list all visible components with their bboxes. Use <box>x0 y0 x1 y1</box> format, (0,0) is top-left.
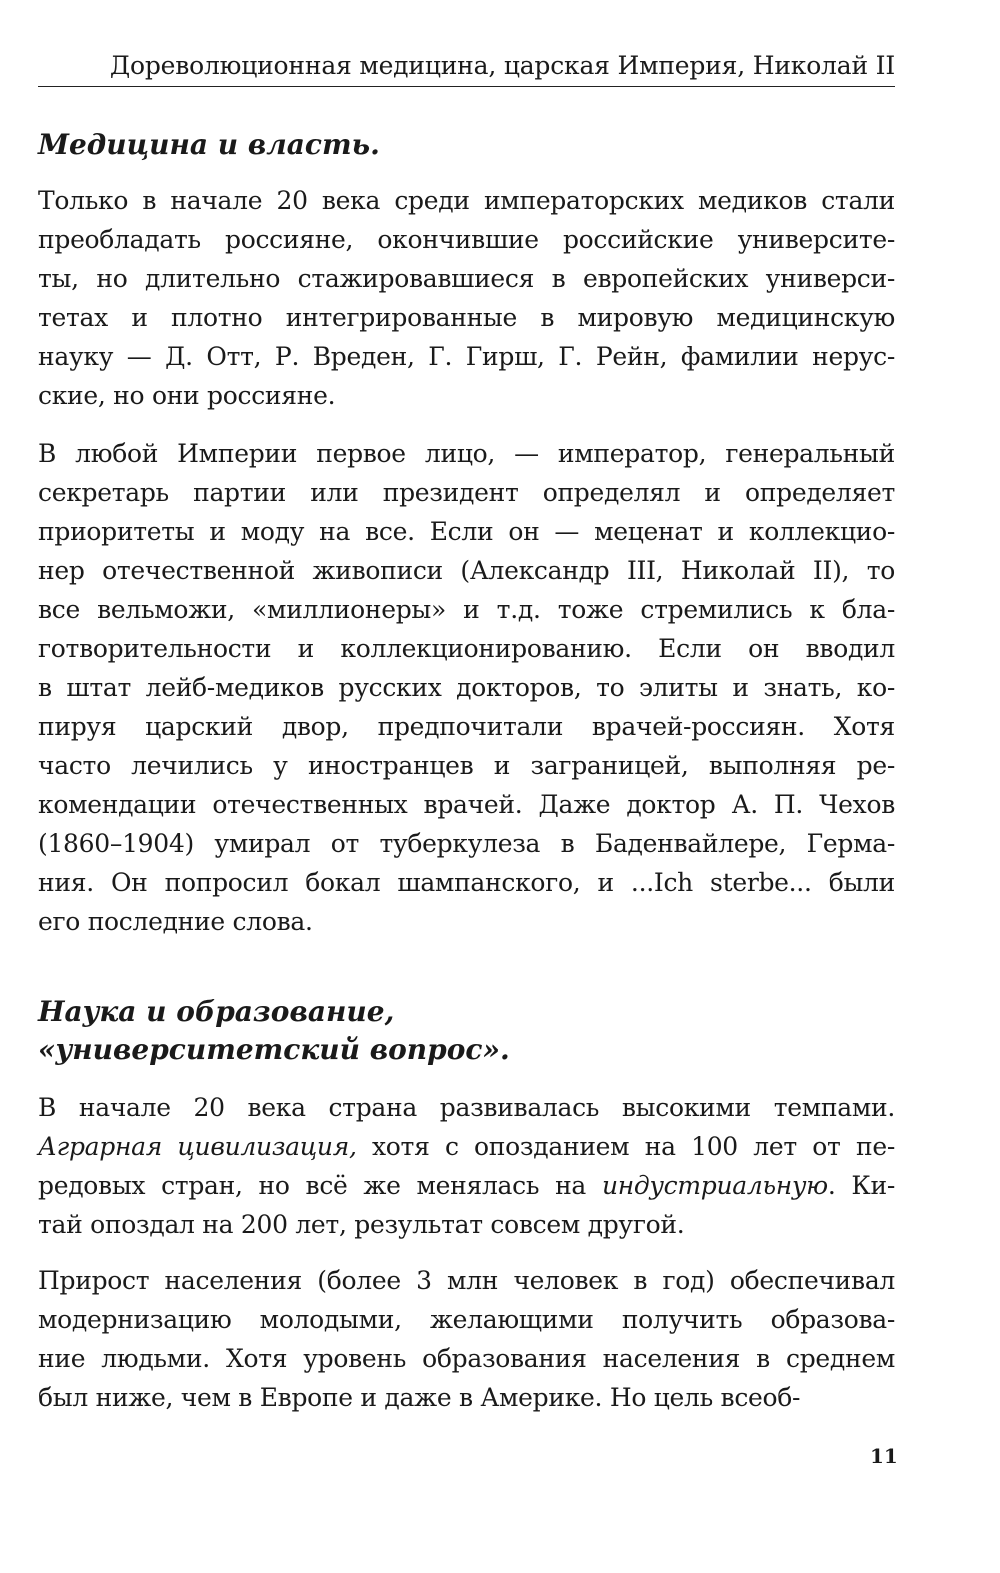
text-line: ние людьми. Хотя уровень образования населения в среднем <box>38 1344 895 1373</box>
text-line: все вельможи, «миллионеры» и т.д. тоже стремились к бла- <box>38 595 895 624</box>
text-line: В начале 20 века страна развивалась высокими темпами. <box>38 1093 895 1122</box>
text-line: модернизацию молодыми, желающими получить образова- <box>38 1305 895 1334</box>
text-span: редовых стран, но всё же менялась на <box>38 1171 602 1200</box>
section-heading-science <box>38 993 895 1069</box>
text-line: секретарь партии или президент определял и определяет <box>38 478 895 507</box>
text-line <box>38 1127 895 1166</box>
text-line: (1860–1904) умирал от туберкулеза в Баденвайлере, Герма- <box>38 829 895 858</box>
text-line: науку — Д. Отт, Р. Вреден, Г. Гирш, Г. Рейн, фамилии нерус- <box>38 342 895 371</box>
text-line <box>38 1166 895 1205</box>
text-line: комендации отечественных врачей. Даже доктор А. П. Чехов <box>38 790 895 819</box>
running-header: Дореволюционная медицина, царская Империя, Николай II <box>38 48 895 87</box>
paragraph <box>38 434 895 941</box>
paragraph <box>38 1088 895 1244</box>
italic-text: индустриальную <box>601 1171 828 1200</box>
text-line: часто лечились у иностранцев и заграницей, выполняя ре- <box>38 751 895 780</box>
text-line: нер отечественной живописи (Александр III, Николай II), то <box>38 556 895 585</box>
text-span: хотя с опозданием на 100 лет от пе- <box>356 1132 895 1161</box>
text-line: пируя царский двор, предпочитали врачей-россиян. Хотя <box>38 712 895 741</box>
section-heading-medicine <box>38 126 895 164</box>
paragraph <box>38 181 895 415</box>
text-line: его последние слова. <box>38 907 313 936</box>
paragraph <box>38 1261 895 1417</box>
text-span: . Ки- <box>827 1171 895 1200</box>
text-line: приоритеты и моду на все. Если он — меценат и коллекцио- <box>38 517 895 546</box>
text-line: ты, но длительно стажировавшиеся в европейских универси- <box>38 264 895 293</box>
text-line: В любой Империи первое лицо, — император, генеральный <box>38 439 895 468</box>
text-line: готворительности и коллекционированию. Если он вводил <box>38 634 895 663</box>
text-line: был ниже, чем в Европе и даже в Америке. Но цель всеоб- <box>38 1383 801 1412</box>
text-line: ния. Он попросил бокал шампанского, и ...Ich sterbe... были <box>38 868 895 897</box>
text-line: тетах и плотно интегрированные в мировую медицинскую <box>38 303 895 332</box>
heading-line: Наука и образование, <box>38 995 395 1028</box>
text-line: тай опоздал на 200 лет, результат совсем другой. <box>38 1210 685 1239</box>
text-line: в штат лейб-медиков русских докторов, то элиты и знать, ко- <box>38 673 895 702</box>
text-line: Только в начале 20 века среди императорских медиков стали <box>38 186 895 215</box>
text-line: Прирост населения (более 3 млн человек в год) обеспечивал <box>38 1266 895 1295</box>
heading-line: «университетский вопрос». <box>38 1033 510 1066</box>
heading-line: Медицина и власть. <box>38 128 380 161</box>
page-number: 11 <box>870 1444 898 1468</box>
italic-text: Аграрная цивилизация, <box>38 1132 357 1161</box>
text-line: преобладать россияне, окончившие российские университе- <box>38 225 895 254</box>
text-line: ские, но они россияне. <box>38 381 336 410</box>
